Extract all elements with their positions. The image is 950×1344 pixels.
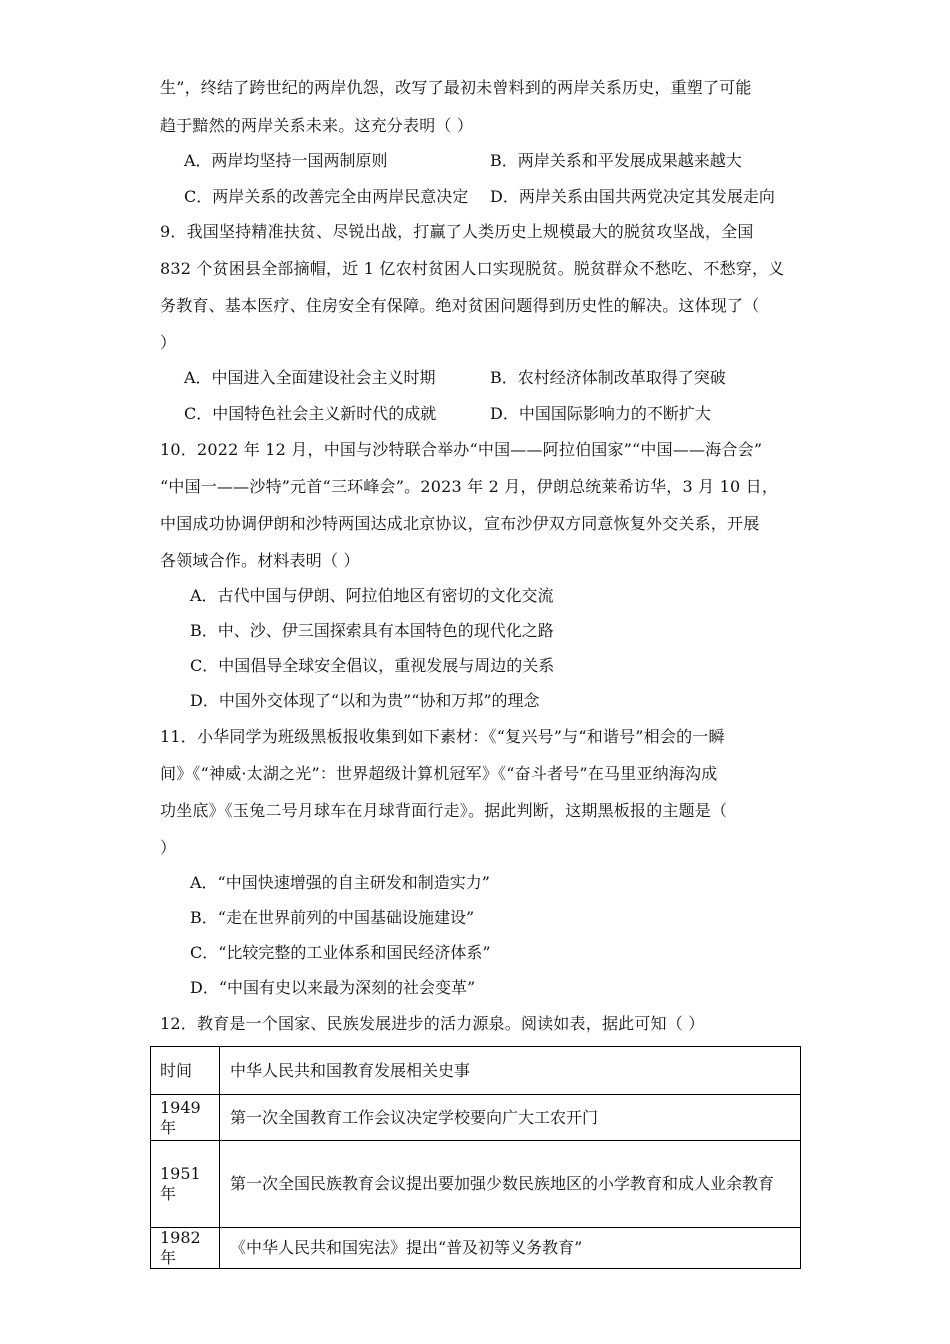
q9-option-c[interactable]: C．中国特色社会主义新时代的成就: [184, 404, 437, 423]
event-cell: 第一次全国教育工作会议决定学校要向广大工农开门: [220, 1095, 801, 1141]
q10-stem-line: 10．2022 年 12 月，中国与沙特联合举办“中国——阿拉伯国家”“中国——海合会”: [160, 440, 763, 459]
q8-option-a[interactable]: A．两岸均坚持一国两制原则: [184, 151, 388, 170]
q9-stem-line: ）: [160, 333, 177, 352]
q11-option-d[interactable]: D．“中国有史以来最为深刻的社会变革”: [190, 978, 476, 997]
q10-stem-line: 中国成功协调伊朗和沙特两国达成北京协议，宣布沙伊双方同意恢复外交关系，开展: [160, 514, 760, 533]
table-row: [151, 1095, 801, 1141]
q9-stem-line: 务教育、基本医疗、住房安全有保障。绝对贫困问题得到历史性的解决。这体现了（: [160, 296, 760, 315]
q11-stem-line: 11．小华同学为班级黑板报收集到如下素材：《“复兴号”与“和谐号”相会的一瞬: [160, 727, 725, 746]
history-table: [150, 1046, 801, 1269]
q9-stem-line: 9．我国坚持精准扶贫、尽锐出战，打赢了人类历史上规模最大的脱贫攻坚战，全国: [160, 222, 754, 241]
q9-option-a[interactable]: A．中国进入全面建设社会主义时期: [184, 368, 436, 387]
table-row: [151, 1228, 801, 1269]
q8-option-d[interactable]: D．两岸关系由国共两党决定其发展走向: [490, 187, 775, 206]
q10-option-c[interactable]: C．中国倡导全球安全倡议，重视发展与周边的关系: [190, 656, 555, 675]
q8-option-b[interactable]: B．两岸关系和平发展成果越来越大: [490, 151, 742, 170]
event-cell: 第一次全国民族教育会议提出要加强少数民族地区的小学教育和成人业余教育: [220, 1141, 801, 1228]
q11-stem-line: ）: [160, 838, 177, 857]
q8-stem-line: 趋于黯然的两岸关系未来。这充分表明（ ）: [160, 116, 474, 135]
q11-option-b[interactable]: B．“走在世界前列的中国基础设施建设”: [190, 908, 475, 927]
q11-stem-line: 功坐底》《玉兔二号月球车在月球背面行走》。据此判断，这期黑板报的主题是（: [160, 801, 728, 820]
q10-stem-line: “中国一——沙特”元首“三环峰会”。2023 年 2 月，伊朗总统莱希访华，3 月 10 日，: [160, 477, 779, 496]
q9-option-b[interactable]: B．农村经济体制改革取得了突破: [490, 368, 726, 387]
year-cell: 1949 年: [151, 1095, 220, 1141]
table-row: [151, 1141, 801, 1228]
q11-stem-line: 间》《“神威·太湖之光”：世界超级计算机冠军》《“奋斗者号”在马里亚纳海沟成: [160, 764, 718, 783]
q8-stem-line: 生”，终结了跨世纪的两岸仇怨，改写了最初未曾料到的两岸关系历史，重塑了可能: [160, 78, 752, 97]
q11-option-c[interactable]: C．“比较完整的工业体系和国民经济体系”: [190, 943, 491, 962]
event-cell: 《中华人民共和国宪法》提出“普及初等义务教育”: [220, 1228, 801, 1269]
q10-option-d[interactable]: D．中国外交体现了“以和为贵”“协和万邦”的理念: [190, 691, 540, 710]
q9-option-d[interactable]: D．中国国际影响力的不断扩大: [490, 404, 711, 423]
q10-option-b[interactable]: B．中、沙、伊三国探索具有本国特色的现代化之路: [190, 621, 554, 640]
header-cell-event: 中华人民共和国教育发展相关史事: [220, 1047, 801, 1095]
q10-stem-line: 各领域合作。材料表明（ ）: [160, 551, 360, 570]
q8-option-c[interactable]: C．两岸关系的改善完全由两岸民意决定: [184, 187, 469, 206]
q10-option-a[interactable]: A．古代中国与伊朗、阿拉伯地区有密切的文化交流: [190, 586, 554, 605]
year-cell: 1951 年: [151, 1141, 220, 1228]
q11-option-a[interactable]: A．“中国快速增强的自主研发和制造实力”: [190, 873, 490, 892]
year-cell: 1982 年: [151, 1228, 220, 1269]
table-header-row: [151, 1047, 801, 1095]
q12-stem: 12．教育是一个国家、民族发展进步的活力源泉。阅读如表，据此可知（ ）: [160, 1014, 705, 1033]
q9-stem-line: 832 个贫困县全部摘帽，近 1 亿农村贫困人口实现脱贫。脱贫群众不愁吃、不愁穿，义: [160, 259, 785, 278]
header-cell-time: 时间: [151, 1047, 220, 1095]
